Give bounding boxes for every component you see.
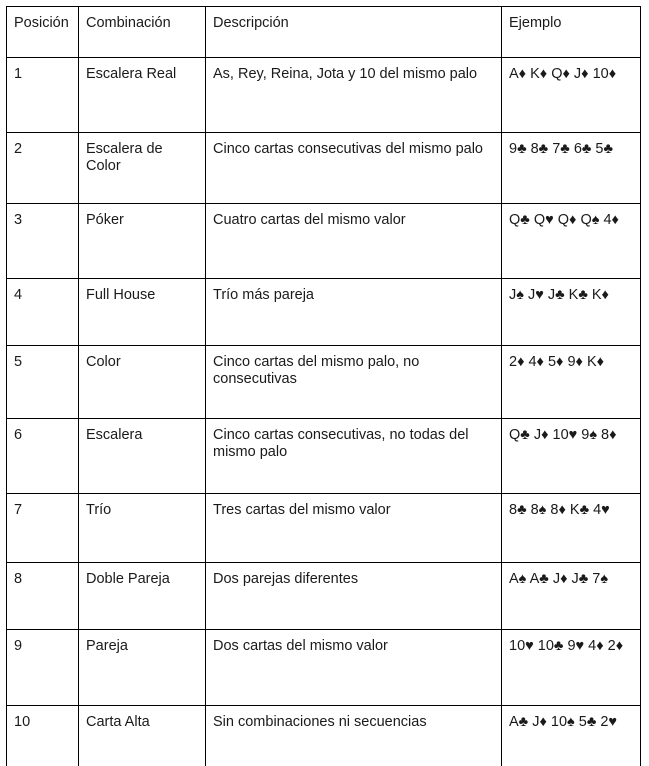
cell-combination: Color xyxy=(79,346,206,419)
poker-hands-table xyxy=(6,6,641,766)
table-row xyxy=(7,133,641,204)
table-row xyxy=(7,346,641,419)
cell-description: As, Rey, Reina, Jota y 10 del mismo palo xyxy=(206,58,502,133)
header-position: Posición xyxy=(7,7,79,58)
header-description: Descripción xyxy=(206,7,502,58)
table-row xyxy=(7,630,641,706)
cell-description: Cinco cartas del mismo palo, no consecutivas xyxy=(206,346,502,419)
cell-example: A♣ J♦ 10♠ 5♣ 2♥ xyxy=(502,706,641,766)
cell-position: 4 xyxy=(7,279,79,346)
header-combination: Combinación xyxy=(79,7,206,58)
header-row xyxy=(7,7,641,58)
table-row xyxy=(7,204,641,279)
cell-example: 9♣ 8♣ 7♣ 6♣ 5♣ xyxy=(502,133,641,204)
header-example: Ejemplo xyxy=(502,7,641,58)
cell-position: 5 xyxy=(7,346,79,419)
cell-combination: Trío xyxy=(79,494,206,563)
cell-example: 2♦ 4♦ 5♦ 9♦ K♦ xyxy=(502,346,641,419)
cell-example: A♦ K♦ Q♦ J♦ 10♦ xyxy=(502,58,641,133)
cell-description: Cuatro cartas del mismo valor xyxy=(206,204,502,279)
cell-combination: Carta Alta xyxy=(79,706,206,766)
cell-example: A♠ A♣ J♦ J♣ 7♠ xyxy=(502,563,641,630)
cell-example: 8♣ 8♠ 8♦ K♣ 4♥ xyxy=(502,494,641,563)
cell-example: J♠ J♥ J♣ K♣ K♦ xyxy=(502,279,641,346)
cell-combination: Escalera xyxy=(79,419,206,494)
cell-description: Dos cartas del mismo valor xyxy=(206,630,502,706)
table-row xyxy=(7,494,641,563)
cell-example: Q♣ Q♥ Q♦ Q♠ 4♦ xyxy=(502,204,641,279)
cell-description: Tres cartas del mismo valor xyxy=(206,494,502,563)
cell-description: Cinco cartas consecutivas del mismo palo xyxy=(206,133,502,204)
cell-description: Trío más pareja xyxy=(206,279,502,346)
cell-position: 2 xyxy=(7,133,79,204)
cell-combination: Doble Pareja xyxy=(79,563,206,630)
cell-position: 8 xyxy=(7,563,79,630)
cell-combination: Full House xyxy=(79,279,206,346)
cell-example: 10♥ 10♣ 9♥ 4♦ 2♦ xyxy=(502,630,641,706)
cell-combination: Escalera Real xyxy=(79,58,206,133)
cell-description: Cinco cartas consecutivas, no todas del mismo palo xyxy=(206,419,502,494)
table-row xyxy=(7,58,641,133)
table-row xyxy=(7,279,641,346)
cell-description: Dos parejas diferentes xyxy=(206,563,502,630)
table-row xyxy=(7,563,641,630)
cell-position: 3 xyxy=(7,204,79,279)
cell-combination: Escalera de Color xyxy=(79,133,206,204)
cell-position: 10 xyxy=(7,706,79,766)
cell-description: Sin combinaciones ni secuencias xyxy=(206,706,502,766)
table-row xyxy=(7,419,641,494)
cell-position: 6 xyxy=(7,419,79,494)
cell-combination: Póker xyxy=(79,204,206,279)
cell-position: 1 xyxy=(7,58,79,133)
cell-position: 9 xyxy=(7,630,79,706)
cell-combination: Pareja xyxy=(79,630,206,706)
cell-example: Q♣ J♦ 10♥ 9♠ 8♦ xyxy=(502,419,641,494)
cell-position: 7 xyxy=(7,494,79,563)
